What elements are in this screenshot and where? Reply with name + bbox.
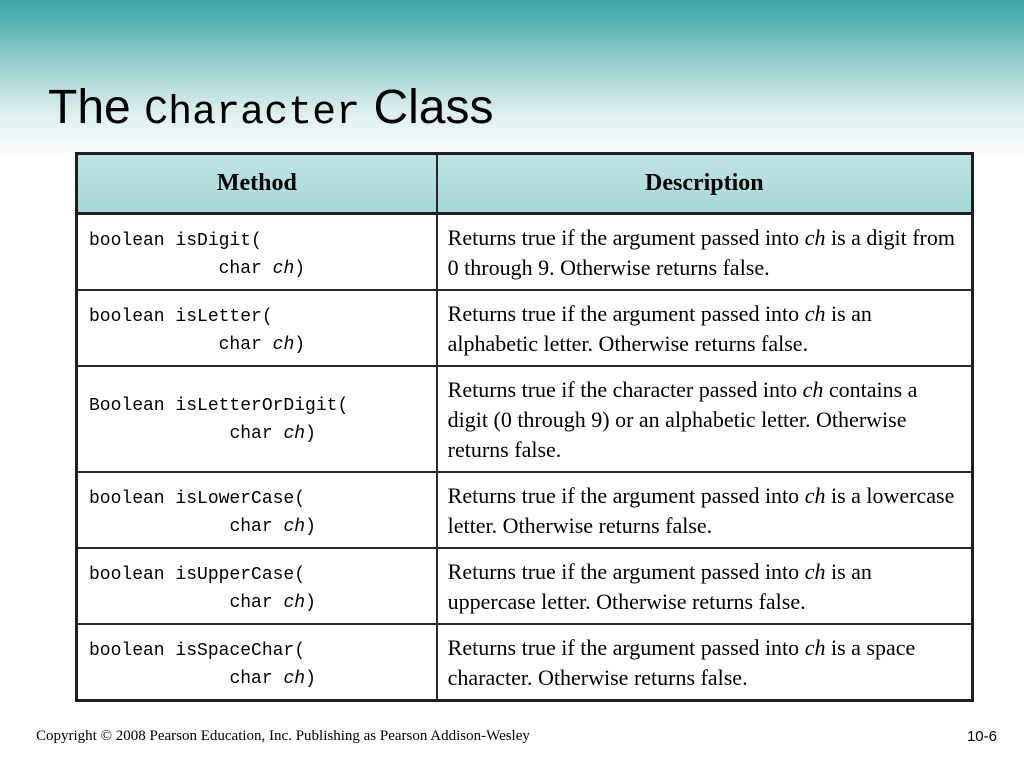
table-row-isdigit [77, 214, 973, 291]
param-close: ) [305, 424, 316, 444]
param-type: char [218, 259, 262, 279]
title-prefix: The [48, 81, 131, 134]
table-row-isuppercase [77, 548, 973, 624]
description-text: Returns true if the argument passed into [447, 635, 805, 660]
signature-indent [89, 517, 229, 537]
table-row-isletterordigit [77, 366, 973, 472]
method-signature [77, 366, 437, 472]
page-number: 10-6 [966, 728, 997, 745]
slide-title [48, 80, 493, 142]
signature-line: boolean isSpaceChar( [89, 641, 306, 661]
method-description [437, 548, 973, 624]
method-description [437, 366, 973, 472]
table-row-isletter [77, 290, 973, 366]
param-close: ) [305, 517, 316, 537]
signature-param-line [89, 255, 430, 283]
signature-indent [89, 335, 219, 355]
description-param: ch [804, 301, 826, 326]
description-text: is an uppercase letter. Otherwise returns false. [447, 559, 872, 614]
method-description [437, 472, 973, 548]
param-close: ) [305, 669, 316, 689]
description-text: is a digit from 0 through 9. Otherwise returns false. [447, 225, 955, 280]
description-param: ch [804, 559, 826, 584]
header-description: Description [437, 154, 973, 214]
signature-line: boolean isLowerCase( [89, 489, 306, 509]
signature-indent [89, 593, 229, 613]
signature-indent [89, 424, 229, 444]
signature-param-line [89, 665, 430, 693]
param-type: char [229, 593, 273, 613]
description-param: ch [802, 377, 824, 402]
method-signature [77, 290, 437, 366]
signature-line: boolean isUpperCase( [89, 565, 306, 585]
method-signature [77, 472, 437, 548]
description-param: ch [804, 225, 826, 250]
signature-param-line [89, 513, 430, 541]
description-text: Returns true if the argument passed into [447, 559, 805, 584]
param-type: char [218, 335, 262, 355]
description-text: Returns true if the character passed into [447, 377, 803, 402]
signature-line: boolean isLetter( [89, 307, 273, 327]
method-signature [77, 548, 437, 624]
description-text: is a space character. Otherwise returns false. [447, 635, 916, 690]
param-type: char [229, 424, 273, 444]
table-row-isspacechar [77, 624, 973, 701]
param-name: ch [283, 593, 306, 613]
description-text: Returns true if the argument passed into [447, 225, 805, 250]
signature-param-line [89, 420, 430, 448]
param-close: ) [305, 593, 316, 613]
method-signature [77, 624, 437, 701]
method-description [437, 624, 973, 701]
description-text: is an alphabetic letter. Otherwise returns false. [447, 301, 872, 356]
description-text: Returns true if the argument passed into [447, 483, 805, 508]
param-name: ch [283, 517, 306, 537]
signature-indent [89, 259, 219, 279]
signature-param-line [89, 589, 430, 617]
description-param: ch [804, 483, 826, 508]
footer-copyright: Copyright © 2008 Pearson Education, Inc. Publishing as Pearson Addison-Wesley [36, 728, 530, 744]
header-method: Method [77, 154, 437, 214]
param-type: char [229, 669, 273, 689]
description-param: ch [804, 635, 826, 660]
signature-line: Boolean isLetterOrDigit( [89, 396, 349, 416]
table-header-row [77, 154, 973, 214]
character-methods-table [75, 152, 974, 702]
title-class-name: Character [144, 91, 361, 136]
table-row-islowercase [77, 472, 973, 548]
param-name: ch [283, 424, 306, 444]
param-name: ch [283, 669, 306, 689]
description-text: is a lowercase letter. Otherwise returns false. [447, 483, 955, 538]
signature-indent [89, 669, 229, 689]
param-name: ch [272, 259, 295, 279]
param-close: ) [294, 259, 306, 279]
param-name: ch [272, 335, 295, 355]
method-description [437, 290, 973, 366]
signature-param-line [89, 331, 430, 359]
description-text: contains a digit (0 through 9) or an alphabetic letter. Otherwise returns false. [447, 377, 918, 462]
param-type: char [229, 517, 273, 537]
method-signature [77, 214, 437, 291]
title-suffix: Class [373, 81, 494, 134]
description-text: Returns true if the argument passed into [447, 301, 805, 326]
method-description [437, 214, 973, 291]
signature-line: boolean isDigit( [89, 231, 262, 251]
param-close: ) [294, 335, 306, 355]
